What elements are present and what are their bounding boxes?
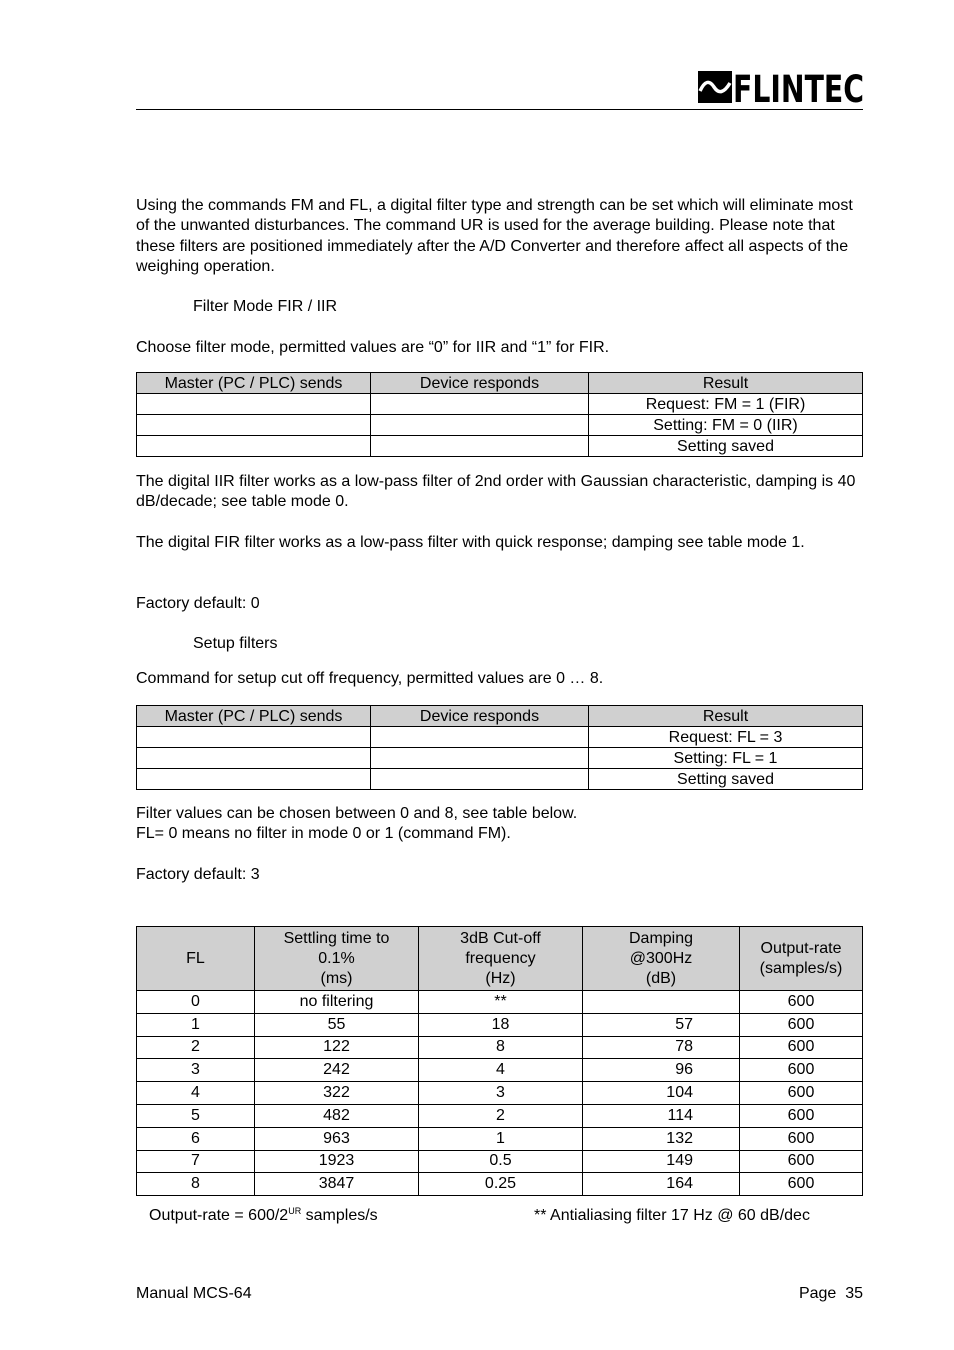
table-cell: Request: FL = 3 [589,727,863,748]
table-cell: 149 [583,1150,740,1173]
column-header-cutoff [419,927,583,991]
table-cell: 164 [583,1173,740,1196]
table-cell: 0.5 [419,1150,583,1173]
column-header-settling [255,927,419,991]
table-cell: 1 [419,1127,583,1150]
antialiasing-note: ** Antialiasing filter 17 Hz @ 60 dB/dec [534,1207,810,1224]
table-row [137,991,863,1014]
table-cell: Setting saved [589,436,863,457]
table-cell: 132 [583,1127,740,1150]
table-cell: 482 [255,1104,419,1127]
footer-manual: Manual MCS-64 [136,1285,252,1302]
table-row [137,415,863,436]
table-cell: 78 [583,1036,740,1059]
flintec-logo [698,68,864,111]
table-cell: 600 [740,1173,863,1196]
table-cell: 0.25 [419,1173,583,1196]
table-header-row [137,373,863,394]
table-cell: 0 [137,991,255,1014]
table-cell: 242 [255,1059,419,1082]
table-cell [137,436,371,457]
table-row [137,1127,863,1150]
table-cell: 1923 [255,1150,419,1173]
table-cell: 963 [255,1127,419,1150]
header-rule [136,109,863,110]
header-line: Damping [628,929,694,947]
table-cell: Request: FM = 1 (FIR) [589,394,863,415]
iir-description: The digital IIR filter works as a low-pass filter of 2nd order with Gaussian characteristic, damping is 40 dB/decade; see table mode 0. [136,473,856,511]
table-row [137,769,863,790]
header-line: 3dB Cut-off [460,929,541,947]
fl-note-range: Filter values can be chosen between 0 and 8, see table below. [136,805,578,822]
fl-note-zero: FL= 0 means no filter in mode 0 or 1 (command FM). [136,825,511,842]
fm-heading: Filter Mode FIR / IIR [193,298,338,315]
fm-description: Choose filter mode, permitted values are “0” for IIR and “1” for FIR. [136,339,610,356]
fl-heading: Setup filters [193,635,278,652]
note-text: Output-rate = 600/2 [149,1207,289,1224]
header-line: frequency [465,949,536,967]
table-cell: 600 [740,1127,863,1150]
column-header: Result [589,373,863,394]
table-cell: 114 [583,1104,740,1127]
table-cell: 3 [137,1059,255,1082]
table-cell [371,394,589,415]
table-cell: ** [419,991,583,1014]
header-line: (samples/s) [759,959,843,977]
table-row [137,748,863,769]
table-row [137,1036,863,1059]
table-header-row [137,927,863,991]
table-cell: 6 [137,1127,255,1150]
table-cell [137,727,371,748]
output-rate-note [149,1206,378,1226]
table-row [137,1082,863,1105]
table-cell [371,748,589,769]
table-cell: 3847 [255,1173,419,1196]
table-row [137,436,863,457]
table-cell [371,769,589,790]
table-cell: Setting: FM = 0 (IIR) [589,415,863,436]
table-row [137,727,863,748]
table-cell: 1 [137,1013,255,1036]
table-cell: 2 [137,1036,255,1059]
fm-command-table [136,372,863,457]
table-cell: 600 [740,1059,863,1082]
table-cell: 322 [255,1082,419,1105]
table-row [137,1173,863,1196]
column-header-output-rate [740,927,863,991]
table-cell: 600 [740,1036,863,1059]
table-cell: 122 [255,1036,419,1059]
table-header-row [137,706,863,727]
fm-factory-default: Factory default: 0 [136,595,260,612]
table-cell: 8 [419,1036,583,1059]
header-line: (dB) [645,969,677,987]
table-cell [583,991,740,1014]
table-cell: Setting: FL = 1 [589,748,863,769]
header-line: Output-rate [760,939,842,957]
fir-description: The digital FIR filter works as a low-pass filter with quick response; damping see table mode 1. [136,534,805,551]
table-cell [137,394,371,415]
table-cell: 18 [419,1013,583,1036]
table-cell [371,415,589,436]
table-cell: 600 [740,1104,863,1127]
table-cell [137,769,371,790]
table-cell: 2 [419,1104,583,1127]
table-cell: 4 [419,1059,583,1082]
table-cell: 104 [583,1082,740,1105]
note-superscript: UR [288,1206,302,1216]
table-row [137,394,863,415]
column-header: Device responds [371,706,589,727]
filter-values-table [136,926,863,1196]
table-row [137,1150,863,1173]
table-cell: 600 [740,991,863,1014]
table-cell: 600 [740,1150,863,1173]
table-row [137,1013,863,1036]
table-cell [137,415,371,436]
logo-text: FLINTEC [733,68,864,111]
header-line: (ms) [320,969,353,987]
table-cell [137,748,371,769]
table-cell: 3 [419,1082,583,1105]
fl-description: Command for setup cut off frequency, permitted values are 0 … 8. [136,670,604,687]
table-cell [371,727,589,748]
table-cell [371,436,589,457]
footer-page-number: Page 35 [798,1285,863,1302]
column-header: Master (PC / PLC) sends [137,373,371,394]
column-header-damping [583,927,740,991]
column-header-fl: FL [137,927,255,991]
header-line: (Hz) [485,969,516,987]
header-line: Settling time to [283,929,390,947]
column-header: Device responds [371,373,589,394]
intro-paragraph: Using the commands FM and FL, a digital filter type and strength can be set which will eliminate most of the unwanted disturbances. The command UR is used for the average building. Please note that these filters are positioned immediately after the A/D Converter and therefore affect all aspects of the weighing operation. [136,197,853,276]
table-cell: 7 [137,1150,255,1173]
table-row [137,1059,863,1082]
table-cell: 4 [137,1082,255,1105]
table-row [137,1104,863,1127]
note-text: samples/s [301,1207,378,1224]
header-line: @300Hz [629,949,693,967]
table-cell: 8 [137,1173,255,1196]
table-cell: Setting saved [589,769,863,790]
table-cell: 600 [740,1013,863,1036]
header-line: 0.1% [318,949,355,967]
fl-factory-default: Factory default: 3 [136,866,260,883]
fl-command-table [136,705,863,790]
table-cell: 96 [583,1059,740,1082]
table-cell: 57 [583,1013,740,1036]
column-header: Master (PC / PLC) sends [137,706,371,727]
table-cell: no filtering [255,991,419,1014]
table-cell: 600 [740,1082,863,1105]
column-header: Result [589,706,863,727]
table-cell: 55 [255,1013,419,1036]
table-cell: 5 [137,1104,255,1127]
